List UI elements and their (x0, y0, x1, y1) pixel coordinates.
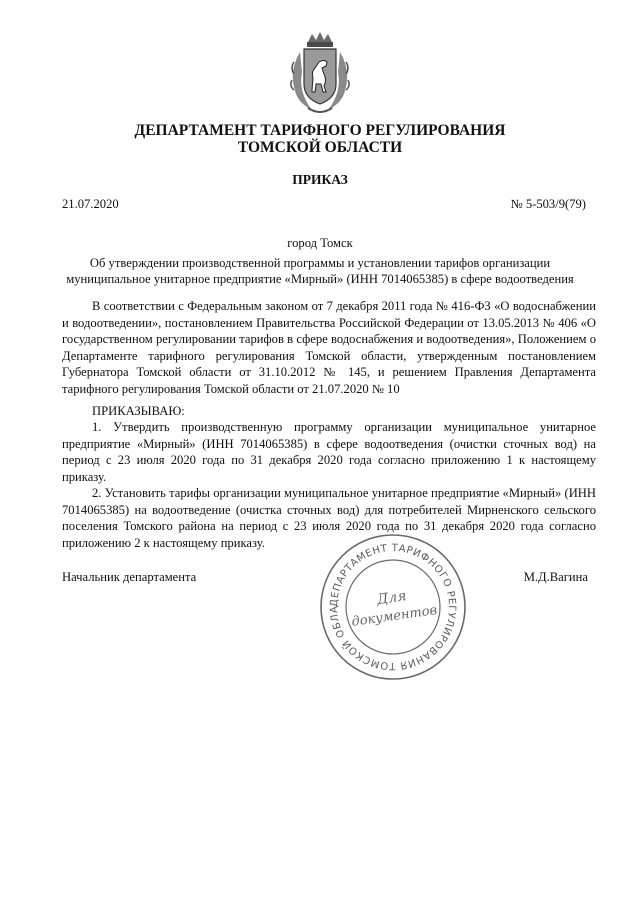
subject-line1: Об утверждении производственной программы и установлении тарифов организации (89, 256, 551, 270)
signature-position: Начальник департамента (62, 570, 197, 584)
coat-of-arms-icon (286, 32, 354, 116)
document-type-title: ПРИКАЗ (292, 172, 348, 187)
order-date: 21.07.2020 (62, 197, 119, 211)
stamp-center-line2: документов (350, 602, 439, 630)
order-word: ПРИКАЗЫВАЮ: (92, 404, 185, 418)
signature-name: М.Д.Вагина (523, 570, 588, 584)
official-stamp (318, 532, 468, 682)
stamp-ring-text: ДЕПАРТАМЕНТ ТАРИФНОГО РЕГУЛИРОВАНИЯ ТОМСКОЙ ОБЛА (328, 542, 458, 672)
department-name-line1: ДЕПАРТАМЕНТ ТАРИФНОГО РЕГУЛИРОВАНИЯ (134, 122, 506, 139)
city: город Томск (287, 236, 353, 250)
order-item-2: 2. Установить тарифы организации муниципальное унитарное предприятие «Мирный» (ИНН 7014065385) на водоотведение (очистка сточных вод) для потребителей Мирненского сельского поселения Томского района на период с 23 июля 2020 года по 31 декабря 2020 года согласно приложению 2 к настоящему приказу. (62, 486, 596, 550)
preamble-paragraph: В соответствии с Федеральным законом от 7 декабря 2011 года № 416-ФЗ «О водоснабжении и водоотведении», постановлением Правительства Российской Федерации от 13.05.2013 № 406 «О государственном регулировании тарифов в сфере водоснабжения и водоотведения», Положением о Департаменте тарифного регулирования Томской области, утвержденным постановлением Губернатора Томской области от 31.10.2012 № 145, и решением Правления Департамента тарифного регулирования Томской области от 21.07.2020 № 10 (62, 299, 596, 396)
department-name-line2: ТОМСКОЙ ОБЛАСТИ (237, 139, 403, 156)
order-number: № 5-503/9(79) (510, 197, 586, 211)
stamp-center-line1: Для (375, 588, 408, 609)
order-item-1: 1. Утвердить производственную программу организации муниципальное унитарное предприятие «Мирный» (ИНН 7014065385) в сфере водоотведения (очистки сточных вод) на период с 23 июля 2020 года по 31 декабря 2020 года согласно приложению 1 к настоящему приказу. (62, 420, 596, 484)
subject-line2: муниципальное унитарное предприятие «Мирный» (ИНН 7014065385) в сфере водоотведения (66, 272, 574, 286)
